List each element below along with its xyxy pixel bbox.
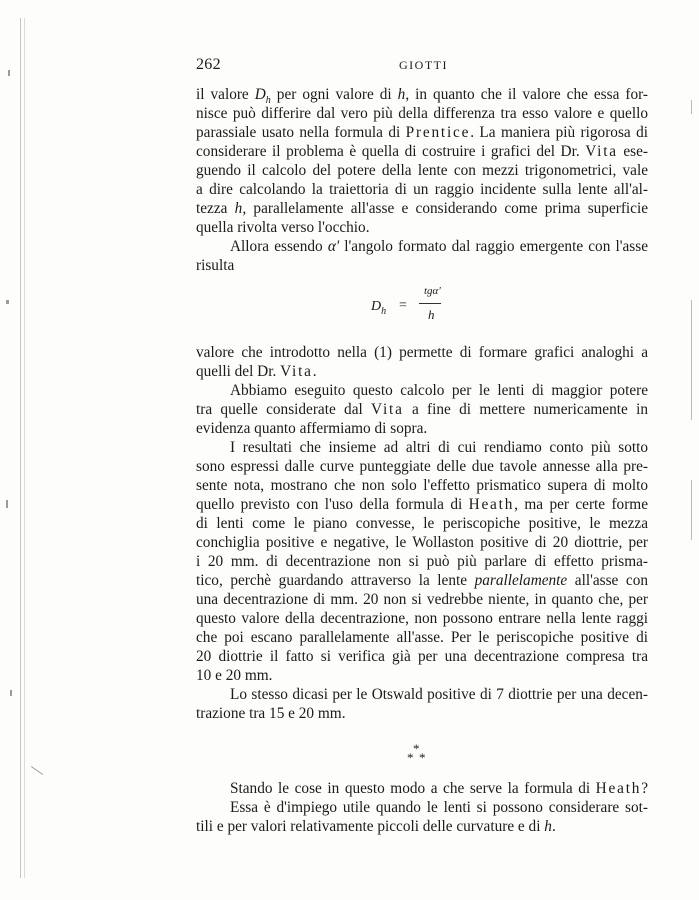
scan-edge-mark (691, 100, 692, 114)
text-line: tra quelle considerate dal Vita a fine di mettere numericamente in (196, 401, 648, 418)
text-line: tezza h, parallelamente all'asse e considerando come prima superficie (196, 200, 648, 217)
text-line: conchiglia positive e negative, le Wollaston positive di 20 diottrie, per (196, 534, 648, 551)
text-line: considerare il problema è quella di costruire i grafici del Dr. Vita ese- (196, 143, 648, 160)
section-separator (196, 723, 648, 779)
scan-edge-mark (691, 300, 692, 420)
text-line: 20 diottrie il fatto si verifica già per una decentrazione compresa tra (196, 648, 648, 665)
author-name: Prentice (405, 124, 471, 141)
text-line: guendo il calcolo del potere della lente con mezzi trigonometrici, vale (196, 162, 648, 179)
text-line: Essa è d'impiego utile quando le lenti si possono considerare sot- (230, 799, 648, 816)
text-line: che poi escano parallelamente all'asse. Per le periscopiche positive di (196, 629, 648, 646)
author-name: Vita (585, 143, 618, 160)
separator-star: * (413, 741, 420, 756)
text-line: quella rivolta verso l'occhio. (196, 219, 370, 236)
text-line: 10 e 20 mm. (196, 667, 273, 684)
equation-numerator: tgα' (424, 285, 441, 297)
text-line: sono espressi dalle curve punteggiate delle due tavole annesse alla pre- (196, 458, 648, 475)
scan-gutter (0, 0, 40, 900)
text-line: trazione tra 15 e 20 mm. (196, 705, 346, 722)
equals-sign: = (399, 298, 407, 313)
text-line: I resultati che insieme ad altri di cui rendiamo conto più sotto (230, 439, 648, 456)
text-line: Lo stesso dicasi per le Otswald positive di 7 diottrie per una decen- (230, 686, 648, 703)
text-line: a dire calcolando la traiettoria di un raggio incidente sulla lente all'al- (196, 181, 648, 198)
equation-lhs: $D_h$ (371, 299, 387, 317)
separator-star: * (407, 750, 414, 765)
text-line: i 20 mm. di decentrazione non si può più parlare di effetto prisma- (196, 553, 648, 570)
text-line: tico, perchè guardando attraverso la lente parallelamente all'asse con (196, 572, 648, 589)
text-line: Abbiamo eseguito questo calcolo per le lenti di maggior potere (230, 382, 648, 399)
equation-dh (371, 281, 491, 337)
text-line: tili e per valori relativamente piccoli delle curvature e di h. (196, 818, 556, 835)
author-name: Heath (595, 780, 642, 797)
text-line: Stando le cose in questo modo a che serve la formula di Heath? (230, 780, 648, 797)
text-line: valore che introdotto nella (1) permette di formare grafici analoghi a (196, 344, 648, 361)
text-line: risulta (196, 257, 235, 274)
text-line: Allora essendo α' l'angolo formato dal raggio emergente con l'asse (230, 238, 648, 255)
equation-denominator: h (428, 307, 435, 322)
text-line: nisce può differire dal vero più della differenza tra esso valore e quello (196, 105, 648, 122)
body-text (196, 85, 648, 836)
formula-block (196, 275, 648, 343)
text-line: il valore $D_h$ per ogni valore di h, in quanto che il valore che essa for- (196, 86, 648, 104)
text-line: parassiale usato nella formula di Prentice. La maniera più rigorosa di (196, 124, 648, 141)
author-name: Vita (371, 401, 404, 418)
fraction-bar (419, 303, 441, 304)
separator-star: * (419, 750, 426, 765)
text-line: quelli del Dr. Vita. (196, 363, 317, 380)
text-line: una decentrazione di mm. 20 non si vedrebbe niente, in quanto che, per (196, 591, 648, 608)
text-line: questo valore della decentrazione, non possono entrare nella lente raggi (196, 610, 648, 627)
text-line: evidenza quanto affermiamo di sopra. (196, 420, 428, 437)
scan-edge-mark (691, 480, 692, 540)
author-name: Vita (280, 363, 313, 380)
text-line: di lenti come le piano convesse, le periscopiche positive, le mezza (196, 515, 648, 532)
running-head: GIOTTI (399, 58, 448, 72)
text-line: quello previsto con l'uso della formula di Heath, ma per certe forme (196, 496, 648, 513)
text-line: sente nota, mostrano che non solo l'effetto prismatico supera di molto (196, 477, 648, 494)
author-name: Heath (468, 496, 515, 513)
page-number: 262 (196, 56, 221, 73)
page-header (196, 56, 448, 78)
